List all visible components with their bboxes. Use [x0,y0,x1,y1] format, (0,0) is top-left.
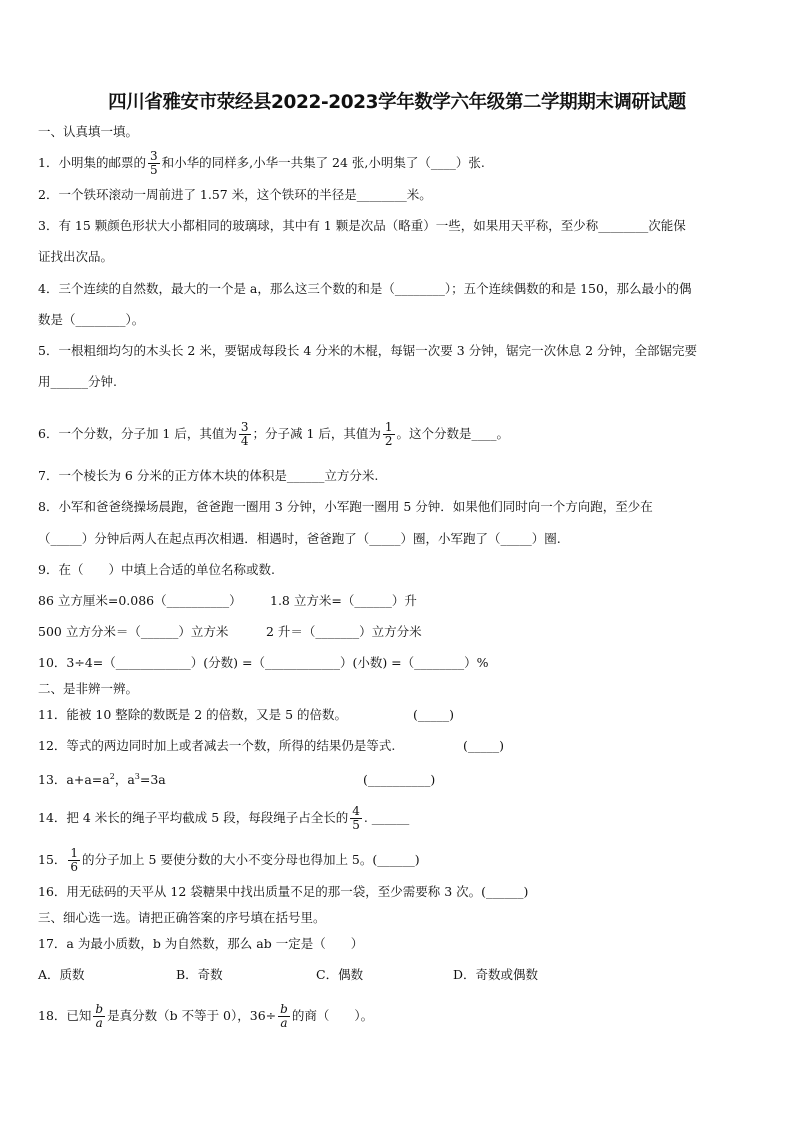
q14-denominator: 5 [352,818,360,832]
q6-numerator-2: 1 [384,420,393,434]
option-d: D．奇数或偶数 [453,967,539,982]
section-heading-2: 二、是非辨一辨。 [38,681,139,696]
q18-text-pre: 18．已知 [38,1008,92,1023]
question-9-row-2 [38,624,764,640]
question-4-line-1: 4．三个连续的自然数，最大的一个是 a，那么这三个数的和是（________）；五个连续偶数的和是 150，那么最小的偶 [38,281,692,296]
section-heading-1: 一、认真填一填。 [38,124,139,139]
question-16: 16．用无砝码的天平从 12 袋糖果中找出质量不足的那一袋，至少需要称 3 次。(______) [38,884,529,899]
q13-text [38,769,363,788]
question-10: 10．3÷4=（____________）(分数) =（____________）(小数) =（________）% [38,655,489,670]
question-4-line-2: 数是（________）。 [38,312,145,327]
option-b: B．奇数 [176,967,223,982]
q12-answer-blank: (_____) [463,738,505,753]
q6-fraction-2 [383,421,395,448]
question-8-line-1: 8．小军和爸爸绕操场晨跑，爸爸跑一圈用 3 分钟，小军跑一圈用 5 分钟．如果他们同时向一个方向跑，至少在 [38,499,653,514]
q13-exponent-2: 3 [134,772,140,781]
question-5-line-2: 用______分钟. [38,374,117,389]
question-14 [38,805,764,832]
question-12 [38,738,764,754]
page-title: 四川省雅安市荥经县2022-2023学年数学六年级第二学期期末调研试题 [108,92,686,113]
q18-fraction-2 [278,1003,290,1030]
q14-numerator: 4 [352,804,360,818]
q14-text-pre: 14．把 4 米长的绳子平均截成 5 段，每段绳子占全长的 [38,810,349,825]
q9-item-2: 1.8 立方米=（______）升 [270,593,417,608]
q6-fraction-1 [239,421,251,448]
option-a: A．质数 [38,967,85,982]
q1-fraction [148,150,160,177]
q1-denominator: 5 [149,163,158,177]
question-8-line-2: （_____）分钟后两人在起点再次相遇．相遇时，爸爸跑了（_____）圈，小军跑了（_____）圈. [38,531,561,546]
question-13 [38,769,764,788]
q18-denominator-1: a [95,1016,103,1030]
q6-denominator-2: 2 [384,434,393,448]
q1-numerator: 3 [149,149,158,163]
q13-answer-blank: (__________) [363,772,436,788]
question-3-line-2: 证找出次品。 [38,249,114,264]
question-3-line-1: 3．有 15 颗颜色形状大小都相同的玻璃球，其中有 1 颗是次品（略重）一些，如果用天平称，至少称________次能保 [38,218,686,233]
question-17: 17．a 为最小质数，b 为自然数，那么 ab 一定是（ ） [38,936,364,951]
question-15 [38,847,764,874]
q15-text-post: 的分子加上 5 要使分数的大小不变分母也得加上 5。(______) [82,852,420,867]
q18-text-mid: 是真分数（b 不等于 0），36÷ [107,1008,277,1023]
q15-fraction [68,847,80,874]
q9-item-4: 2 升＝（_______）立方分米 [266,624,422,639]
q14-text-post: . ______ [363,810,410,825]
q13-part-1: 13．a+a=a [38,772,110,788]
q1-text-post: 和小华的同样多,小华一共集了 24 张,小明集了（____）张. [161,155,485,170]
q6-text-mid: ；分子减 1 后，其值为 [252,426,381,441]
question-7: 7．一个棱长为 6 分米的正方体木块的体积是______立方分米. [38,468,379,483]
question-9: 9．在（ ）中填上合适的单位名称或数. [38,562,275,577]
q6-denominator-1: 4 [240,434,249,448]
question-5-line-1: 5．一根粗细均匀的木头长 2 米，要锯成每段长 4 分米的木棍，每锯一次要 3 分钟，锯完一次休息 2 分钟，全部锯完要 [38,343,698,358]
question-2: 2．一个铁环滚动一周前进了 1.57 米，这个铁环的半径是________米。 [38,187,432,202]
q14-fraction [350,805,362,832]
question-11 [38,707,764,723]
q18-numerator-2: b [280,1002,288,1016]
q15-text-pre: 15． [38,852,67,867]
q18-denominator-2: a [280,1016,288,1030]
q15-denominator: 6 [70,860,79,874]
question-6 [38,421,764,448]
q13-part-3: =3a [139,772,166,788]
q9-item-3: 500 立方分米＝（______）立方米 [38,624,229,639]
question-17-options [38,967,764,983]
question-9-row-1 [38,593,764,609]
q11-answer-blank: (_____) [413,707,455,722]
q15-numerator: 1 [70,846,79,860]
q9-item-1: 86 立方厘米=0.086（__________） [38,593,242,608]
q18-fraction-1 [93,1003,105,1030]
question-1 [38,150,764,177]
q18-numerator-1: b [95,1002,104,1016]
q13-part-2: ，a [114,772,135,788]
q6-text-post: 。这个分数是____。 [396,426,510,441]
q6-text-pre: 6．一个分数，分子加 1 后，其值为 [38,426,237,441]
q1-text-pre: 1．小明集的邮票的 [38,155,146,170]
q12-text: 12．等式的两边同时加上或者减去一个数，所得的结果仍是等式. [38,738,396,753]
question-18 [38,1003,764,1030]
option-c: C．偶数 [316,967,364,982]
section-heading-3: 三、细心选一选。请把正确答案的序号填在括号里。 [38,910,326,925]
q6-numerator-1: 3 [240,420,249,434]
q11-text: 11．能被 10 整除的数既是 2 的倍数，又是 5 的倍数。 [38,707,348,722]
q18-text-post: 的商（ ）。 [291,1008,374,1023]
q13-exponent-1: 2 [109,772,115,781]
